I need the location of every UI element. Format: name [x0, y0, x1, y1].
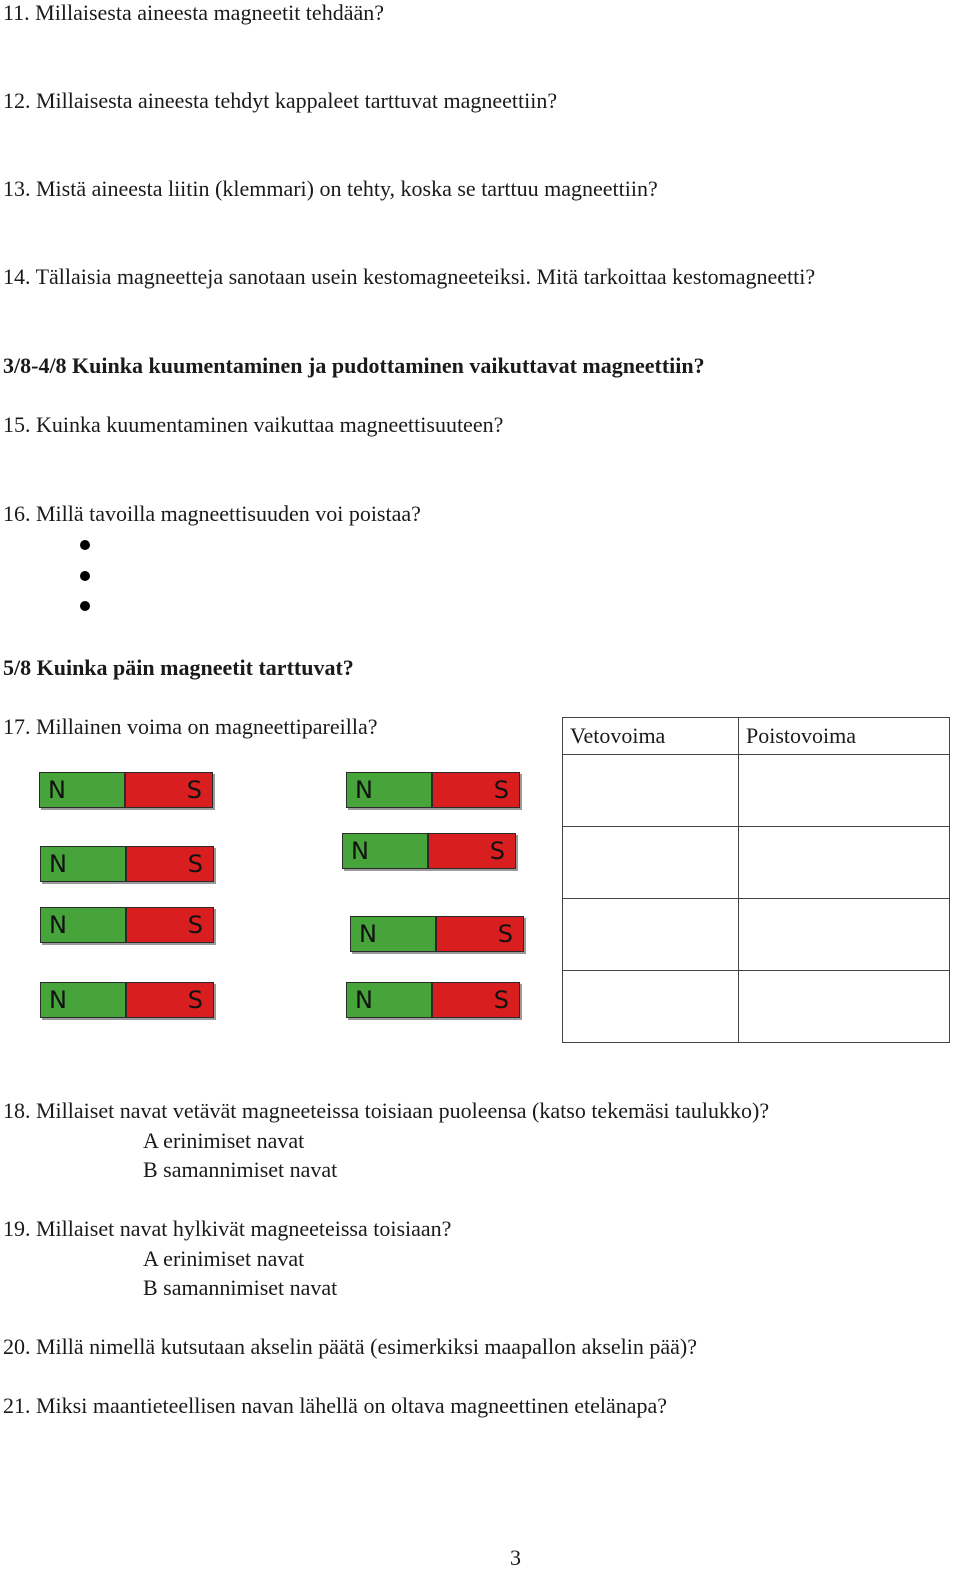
south-pole-label: S [493, 776, 509, 804]
answer-cell-repulsion[interactable] [739, 827, 950, 899]
answer-cell-attraction[interactable] [563, 755, 739, 827]
north-pole [347, 773, 433, 807]
north-pole [41, 983, 127, 1017]
north-pole [347, 983, 433, 1017]
option-b: B samannimiset navat [143, 1275, 338, 1300]
bullet-point [80, 571, 90, 581]
answer-cell-attraction[interactable] [563, 899, 739, 971]
page-number: 3 [510, 1545, 521, 1570]
bar-magnet [39, 772, 213, 808]
south-pole-label: S [493, 986, 509, 1014]
question-13: 13. Mistä aineesta liitin (klemmari) on tehty, koska se tarttuu magneettiin? [3, 176, 658, 201]
north-pole [41, 908, 127, 942]
bar-magnet [40, 982, 214, 1018]
answer-cell-attraction[interactable] [563, 971, 739, 1043]
south-pole-label: S [497, 920, 513, 948]
section-heading-heating: 3/8-4/8 Kuinka kuumentaminen ja pudottaminen vaikuttavat magneettiin? [3, 353, 705, 378]
bullet-point [80, 601, 90, 611]
table-row [563, 827, 950, 899]
table-header-row [563, 718, 950, 755]
question-14: 14. Tällaisia magneetteja sanotaan usein kestomagneeteiksi. Mitä tarkoittaa kestomagneetti? [3, 264, 816, 289]
bar-magnet [40, 846, 214, 882]
south-pole-label: S [489, 837, 505, 865]
bar-magnet [350, 916, 524, 952]
north-pole-label: N [359, 920, 377, 948]
question-21: 21. Miksi maantieteellisen navan lähellä on oltava magneettinen etelänapa? [3, 1393, 668, 1418]
south-pole-label: S [187, 911, 203, 939]
bullet-point [80, 540, 90, 550]
north-pole-label: N [48, 776, 66, 804]
north-pole-label: N [49, 911, 67, 939]
south-pole [437, 917, 523, 951]
north-pole-label: N [351, 837, 369, 865]
table-row [563, 899, 950, 971]
answer-cell-repulsion[interactable] [739, 899, 950, 971]
answer-cell-repulsion[interactable] [739, 971, 950, 1043]
north-pole-label: N [355, 776, 373, 804]
question-12: 12. Millaisesta aineesta tehdyt kappaleet tarttuvat magneettiin? [3, 88, 558, 113]
north-pole-label: N [355, 986, 373, 1014]
table-row [563, 755, 950, 827]
option-a: A erinimiset navat [143, 1128, 305, 1153]
south-pole [433, 773, 519, 807]
north-pole-label: N [49, 986, 67, 1014]
north-pole-label: N [49, 850, 67, 878]
bar-magnet [40, 907, 214, 943]
north-pole [40, 773, 126, 807]
question-16: 16. Millä tavoilla magneettisuuden voi poistaa? [3, 501, 421, 526]
question-17: 17. Millainen voima on magneettipareilla? [3, 714, 378, 739]
question-11: 11. Millaisesta aineesta magneetit tehdään? [3, 0, 384, 25]
question-20: 20. Millä nimellä kutsutaan akselin päätä (esimerkiksi maapallon akselin pää)? [3, 1334, 697, 1359]
south-pole [127, 983, 213, 1017]
south-pole-label: S [187, 986, 203, 1014]
south-pole [433, 983, 519, 1017]
bar-magnet [342, 833, 516, 869]
bar-magnet [346, 772, 520, 808]
section-heading-orientation: 5/8 Kuinka päin magneetit tarttuvat? [3, 655, 354, 680]
south-pole [429, 834, 515, 868]
answer-cell-repulsion[interactable] [739, 755, 950, 827]
south-pole [127, 847, 213, 881]
north-pole [41, 847, 127, 881]
header-attraction: Vetovoima [563, 718, 739, 755]
header-repulsion: Poistovoima [739, 718, 950, 755]
south-pole [126, 773, 212, 807]
question-19: 19. Millaiset navat hylkivät magneeteissa toisiaan? [3, 1216, 452, 1241]
south-pole [127, 908, 213, 942]
table-row [563, 971, 950, 1043]
bar-magnet [346, 982, 520, 1018]
option-b: B samannimiset navat [143, 1157, 338, 1182]
force-answer-table [562, 717, 950, 1043]
north-pole [351, 917, 437, 951]
south-pole-label: S [186, 776, 202, 804]
option-a: A erinimiset navat [143, 1246, 305, 1271]
south-pole-label: S [187, 850, 203, 878]
answer-cell-attraction[interactable] [563, 827, 739, 899]
north-pole [343, 834, 429, 868]
question-15: 15. Kuinka kuumentaminen vaikuttaa magneettisuuteen? [3, 412, 504, 437]
question-18: 18. Millaiset navat vetävät magneeteissa toisiaan puoleensa (katso tekemäsi taulukko)? [3, 1098, 770, 1123]
